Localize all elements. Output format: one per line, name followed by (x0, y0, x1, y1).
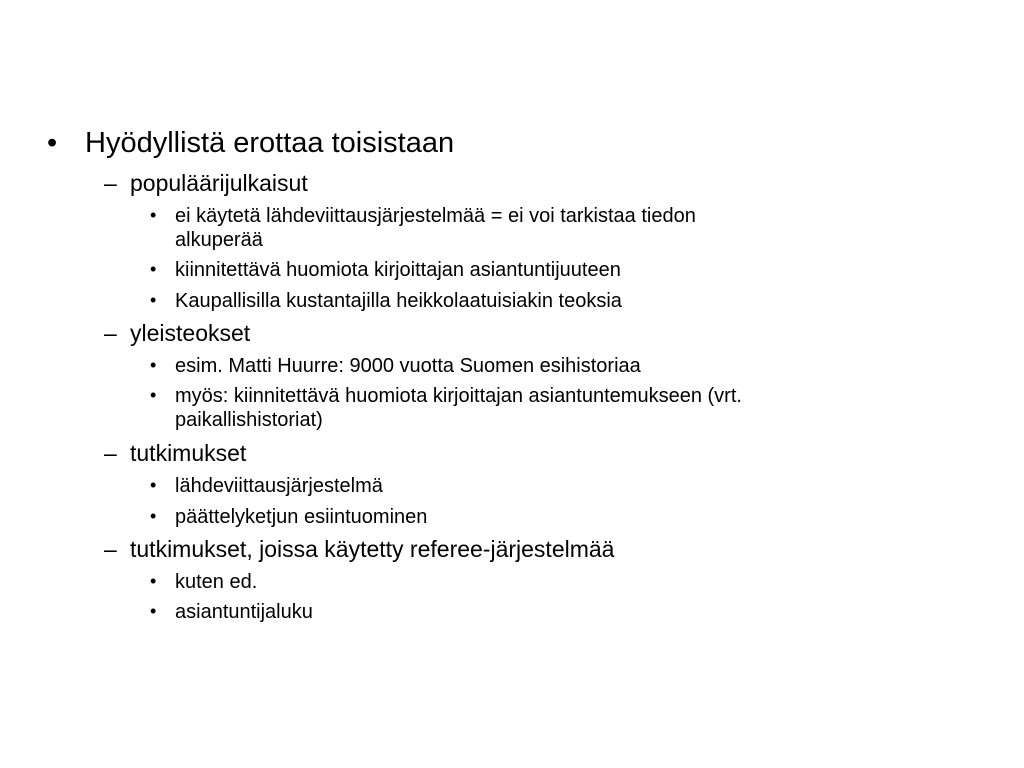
bullet-marker: • (150, 355, 157, 375)
bullet-text: päättelyketjun esiintuominen (175, 506, 428, 528)
bullet-text: lähdeviittausjärjestelmä (175, 475, 383, 497)
bullet-text: Kaupallisilla kustantajilla heikkolaatuisiakin teoksia (175, 290, 622, 312)
bullet-text: kiinnitettävä huomiota kirjoittajan asiantuntijuuteen (175, 259, 621, 281)
bullet-text: myös: kiinnitettävä huomiota kirjoittajan asiantuntemukseen (vrt. (175, 385, 742, 407)
bullet-text: yleisteokset (130, 320, 251, 346)
bullet-text: asiantuntijaluku (175, 601, 313, 623)
bullet-marker: • (150, 259, 157, 279)
bullet-text: tutkimukset, joissa käytetty referee-järjestelmää (130, 536, 615, 562)
bullet-marker: • (150, 290, 157, 310)
bullet-marker: • (150, 205, 157, 225)
bullet-text: tutkimukset (130, 440, 247, 466)
bullet-text: alkuperää (175, 229, 263, 251)
bullet-marker: • (150, 475, 157, 495)
bullet-text: kuten ed. (175, 571, 258, 593)
dash-marker: – (104, 440, 117, 466)
bullet-marker: • (150, 571, 157, 591)
bullet-text: Hyödyllistä erottaa toisistaan (85, 127, 455, 159)
dash-marker: – (104, 320, 117, 346)
bullet-text: paikallishistoriat) (175, 409, 323, 431)
bullet-marker: • (150, 601, 157, 621)
dash-marker: – (104, 536, 117, 562)
dash-marker: – (104, 170, 117, 196)
bullet-text: esim. Matti Huurre: 9000 vuotta Suomen esihistoriaa (175, 355, 641, 377)
bullet-marker: • (150, 385, 157, 405)
bullet-text: ei käytetä lähdeviittausjärjestelmää = ei voi tarkistaa tiedon (175, 205, 696, 227)
bullet-marker: • (150, 506, 157, 526)
bullet-text: populäärijulkaisut (130, 170, 308, 196)
bullet-marker: • (47, 127, 58, 159)
